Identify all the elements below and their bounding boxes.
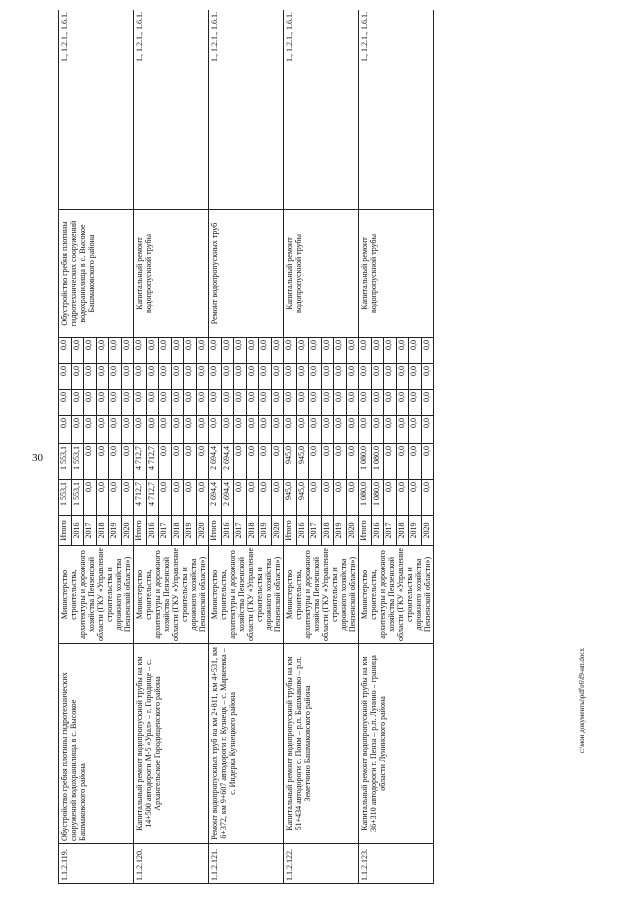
funding-value: 0,0 xyxy=(371,338,384,364)
funding-value: 0,0 xyxy=(171,444,184,480)
funding-value: 0,0 xyxy=(221,364,234,390)
funding-value: 945,0 xyxy=(296,444,309,480)
activity-name: Капитальный ремонт водопропускной трубы на км 51+434 автодороги с. Поим – р.п. Башмаково – р.п. Земетчино Башмаковского района xyxy=(284,644,359,844)
funding-value: 0,0 xyxy=(359,338,372,364)
funding-value: 0,0 xyxy=(121,444,134,480)
funding-value: 0,0 xyxy=(171,390,184,416)
funding-value: 0,0 xyxy=(421,444,434,480)
funding-value: 0,0 xyxy=(409,480,422,516)
target-indicators: 1., 1.2.1., 1.6.1. xyxy=(359,10,434,210)
year-cell: 2019 xyxy=(259,516,272,546)
funding-value: 0,0 xyxy=(309,480,322,516)
funding-value: 0,0 xyxy=(321,390,334,416)
target-indicators: 1., 1.2.1., 1.6.1. xyxy=(284,10,359,210)
funding-value: 0,0 xyxy=(159,364,172,390)
funding-value: 0,0 xyxy=(121,338,134,364)
funding-value: 0,0 xyxy=(396,444,409,480)
activity-name: Ремонт водопропускных труб на км 2+811, км 4+531, км 6+372, км 9+607 автодороги г. Кузнецк – с. Маркеевка – с. Индерка Кузнецкого района xyxy=(209,644,284,844)
funding-value: 0,0 xyxy=(246,444,259,480)
year-cell: 2018 xyxy=(321,516,334,546)
year-cell: 2017 xyxy=(234,516,247,546)
funding-value: 0,0 xyxy=(134,390,147,416)
funding-value: 0,0 xyxy=(384,364,397,390)
funding-value: 1 080,0 xyxy=(371,444,384,480)
activity-number: 1.1.2.122. xyxy=(284,844,359,884)
funding-value: 0,0 xyxy=(334,444,347,480)
funding-value: 0,0 xyxy=(246,390,259,416)
funding-value: 0,0 xyxy=(321,338,334,364)
program-row xyxy=(134,10,147,884)
funding-value: 0,0 xyxy=(96,364,109,390)
funding-value: 0,0 xyxy=(84,390,97,416)
funding-value: 0,0 xyxy=(346,364,359,390)
funding-value: 0,0 xyxy=(259,480,272,516)
year-cell: 2017 xyxy=(159,516,172,546)
funding-value: 0,0 xyxy=(259,338,272,364)
funding-value: 0,0 xyxy=(59,390,72,416)
funding-value: 0,0 xyxy=(171,338,184,364)
year-cell: 2017 xyxy=(309,516,322,546)
year-cell: Итого xyxy=(284,516,297,546)
page-number: 30 xyxy=(32,452,43,464)
funding-value: 2 694,4 xyxy=(209,444,222,480)
program-row xyxy=(209,10,222,884)
funding-value: 0,0 xyxy=(346,480,359,516)
funding-value: 0,0 xyxy=(371,390,384,416)
funding-value: 0,0 xyxy=(346,444,359,480)
funding-value: 0,0 xyxy=(309,338,322,364)
funding-value: 0,0 xyxy=(271,480,284,516)
funding-value: 0,0 xyxy=(309,416,322,444)
program-row xyxy=(359,10,372,884)
funding-value: 0,0 xyxy=(196,338,209,364)
funding-value: 0,0 xyxy=(171,480,184,516)
year-cell: 2020 xyxy=(346,516,359,546)
funding-value: 0,0 xyxy=(221,390,234,416)
funding-value: 1 553,1 xyxy=(71,480,84,516)
funding-value: 0,0 xyxy=(396,338,409,364)
funding-value: 0,0 xyxy=(84,444,97,480)
funding-value: 0,0 xyxy=(96,444,109,480)
funding-value: 0,0 xyxy=(196,480,209,516)
year-cell: 2019 xyxy=(409,516,422,546)
expected-result: Капитальный ремонт водопропускной трубы xyxy=(134,210,209,338)
year-cell: 2016 xyxy=(221,516,234,546)
funding-value: 0,0 xyxy=(134,338,147,364)
responsible-executor: Министерство строительства, архитектуры и дорожного хозяйства Пензенской области (ГКУ «Управление строительства и дорожного хозяйства Пензенской области») xyxy=(284,546,359,644)
funding-value: 4 712,7 xyxy=(146,480,159,516)
year-cell: 2017 xyxy=(84,516,97,546)
funding-value: 0,0 xyxy=(259,364,272,390)
activity-name: Капитальный ремонт водопропускной трубы на км 36+310 автодороги г. Пенза – р.п. Лунино – граница области Лунинского района xyxy=(359,644,434,844)
footer-file-path: c:\мои документы\pdf\r6\f9-нп.docx xyxy=(578,648,586,754)
funding-value: 0,0 xyxy=(184,444,197,480)
activity-name: Капитальный ремонт водопропускной трубы на км 14+500 автодороги М-5 «Урал» – г. Городище – с. Архангельское Городищенского района xyxy=(134,644,209,844)
funding-value: 1 553,1 xyxy=(59,444,72,480)
funding-value: 0,0 xyxy=(109,338,122,364)
funding-value: 0,0 xyxy=(159,444,172,480)
funding-value: 0,0 xyxy=(259,390,272,416)
funding-value: 0,0 xyxy=(109,444,122,480)
funding-value: 0,0 xyxy=(234,444,247,480)
funding-value: 0,0 xyxy=(296,338,309,364)
funding-value: 0,0 xyxy=(84,480,97,516)
funding-value: 0,0 xyxy=(234,416,247,444)
expected-result: Обустройство гребня плотины гидротехнических сооружений водохранилища в с. Высокое Башмаковского района xyxy=(59,210,134,338)
funding-value: 0,0 xyxy=(359,390,372,416)
year-cell: 2016 xyxy=(371,516,384,546)
funding-value: 0,0 xyxy=(321,364,334,390)
funding-value: 0,0 xyxy=(271,416,284,444)
funding-value: 0,0 xyxy=(359,416,372,444)
funding-value: 0,0 xyxy=(184,338,197,364)
funding-value: 0,0 xyxy=(209,364,222,390)
funding-value: 0,0 xyxy=(109,416,122,444)
activity-number: 1.1.2.120. xyxy=(134,844,209,884)
funding-value: 0,0 xyxy=(71,416,84,444)
funding-value: 0,0 xyxy=(296,416,309,444)
funding-value: 0,0 xyxy=(121,390,134,416)
funding-value: 0,0 xyxy=(209,390,222,416)
year-cell: 2017 xyxy=(384,516,397,546)
funding-value: 0,0 xyxy=(321,444,334,480)
funding-value: 0,0 xyxy=(221,338,234,364)
funding-value: 0,0 xyxy=(334,338,347,364)
year-cell: 2016 xyxy=(296,516,309,546)
funding-value: 0,0 xyxy=(71,364,84,390)
responsible-executor: Министерство строительства, архитектуры и дорожного хозяйства Пензенской области (ГКУ «Управление строительства и дорожного хозяйства Пензенской области») xyxy=(209,546,284,644)
year-cell: Итого xyxy=(359,516,372,546)
funding-value: 4 712,7 xyxy=(146,444,159,480)
funding-value: 0,0 xyxy=(234,480,247,516)
funding-value: 1 553,1 xyxy=(71,444,84,480)
funding-value: 0,0 xyxy=(384,338,397,364)
funding-value: 0,0 xyxy=(309,390,322,416)
target-indicators: 1., 1.2.1., 1.6.1. xyxy=(59,10,134,210)
funding-value: 0,0 xyxy=(234,390,247,416)
funding-value: 0,0 xyxy=(71,390,84,416)
funding-value: 0,0 xyxy=(159,480,172,516)
funding-value: 0,0 xyxy=(421,338,434,364)
year-cell: 2018 xyxy=(396,516,409,546)
year-cell: 2018 xyxy=(96,516,109,546)
funding-value: 0,0 xyxy=(146,338,159,364)
funding-value: 0,0 xyxy=(271,444,284,480)
funding-value: 0,0 xyxy=(209,338,222,364)
year-cell: 2020 xyxy=(421,516,434,546)
funding-value: 0,0 xyxy=(296,364,309,390)
year-cell: 2020 xyxy=(271,516,284,546)
funding-value: 1 553,1 xyxy=(59,480,72,516)
funding-value: 0,0 xyxy=(271,390,284,416)
funding-value: 0,0 xyxy=(421,416,434,444)
funding-value: 0,0 xyxy=(84,338,97,364)
year-cell: 2016 xyxy=(71,516,84,546)
target-indicators: 1., 1.2.1., 1.6.1. xyxy=(209,10,284,210)
funding-value: 4 712,7 xyxy=(134,444,147,480)
funding-value: 0,0 xyxy=(321,416,334,444)
funding-value: 0,0 xyxy=(121,480,134,516)
funding-value: 0,0 xyxy=(359,364,372,390)
funding-value: 1 080,0 xyxy=(359,444,372,480)
funding-value: 0,0 xyxy=(396,416,409,444)
funding-value: 0,0 xyxy=(221,416,234,444)
funding-value: 0,0 xyxy=(196,416,209,444)
funding-value: 0,0 xyxy=(334,480,347,516)
year-cell: 2016 xyxy=(146,516,159,546)
funding-value: 0,0 xyxy=(284,364,297,390)
funding-value: 0,0 xyxy=(371,416,384,444)
funding-value: 1 080,0 xyxy=(371,480,384,516)
program-table-container xyxy=(58,10,582,884)
target-indicators: 1., 1.2.1., 1.6.1. xyxy=(134,10,209,210)
funding-value: 0,0 xyxy=(421,364,434,390)
funding-value: 0,0 xyxy=(409,390,422,416)
funding-value: 0,0 xyxy=(396,480,409,516)
funding-value: 0,0 xyxy=(259,416,272,444)
funding-value: 0,0 xyxy=(134,416,147,444)
funding-value: 0,0 xyxy=(409,364,422,390)
expected-result: Ремонт водопропускных труб xyxy=(209,210,284,338)
activity-number: 1.1.2.123. xyxy=(359,844,434,884)
year-cell: Итого xyxy=(134,516,147,546)
funding-value: 0,0 xyxy=(134,364,147,390)
funding-value: 0,0 xyxy=(146,416,159,444)
funding-value: 0,0 xyxy=(371,364,384,390)
funding-value: 0,0 xyxy=(171,416,184,444)
funding-value: 0,0 xyxy=(246,364,259,390)
funding-value: 0,0 xyxy=(159,390,172,416)
year-cell: Итого xyxy=(209,516,222,546)
program-row xyxy=(59,10,72,884)
funding-value: 0,0 xyxy=(284,338,297,364)
funding-value: 0,0 xyxy=(384,444,397,480)
funding-value: 0,0 xyxy=(196,364,209,390)
funding-value: 945,0 xyxy=(284,444,297,480)
funding-value: 0,0 xyxy=(309,364,322,390)
funding-value: 0,0 xyxy=(159,416,172,444)
year-cell: 2018 xyxy=(171,516,184,546)
funding-value: 0,0 xyxy=(109,480,122,516)
funding-value: 0,0 xyxy=(384,390,397,416)
funding-value: 0,0 xyxy=(421,390,434,416)
funding-value: 0,0 xyxy=(234,364,247,390)
year-cell: 2020 xyxy=(121,516,134,546)
funding-value: 0,0 xyxy=(396,390,409,416)
funding-value: 0,0 xyxy=(409,338,422,364)
funding-value: 0,0 xyxy=(184,364,197,390)
activity-name: Обустройство гребня плотины гидротехнических сооружений водохранилища в с. Высокое Башмаковского района xyxy=(59,644,134,844)
funding-value: 945,0 xyxy=(296,480,309,516)
funding-value: 0,0 xyxy=(334,390,347,416)
activity-number: 1.1.2.119. xyxy=(59,844,134,884)
funding-value: 0,0 xyxy=(171,364,184,390)
funding-value: 0,0 xyxy=(384,480,397,516)
year-cell: 2020 xyxy=(196,516,209,546)
funding-value: 0,0 xyxy=(246,480,259,516)
funding-value: 0,0 xyxy=(334,416,347,444)
funding-value: 945,0 xyxy=(284,480,297,516)
funding-value: 0,0 xyxy=(84,364,97,390)
funding-value: 2 694,4 xyxy=(209,480,222,516)
funding-value: 0,0 xyxy=(321,480,334,516)
funding-value: 0,0 xyxy=(196,444,209,480)
funding-value: 0,0 xyxy=(146,390,159,416)
funding-value: 0,0 xyxy=(121,416,134,444)
funding-value: 0,0 xyxy=(296,390,309,416)
funding-value: 1 080,0 xyxy=(359,480,372,516)
funding-value: 0,0 xyxy=(84,416,97,444)
year-cell: 2018 xyxy=(246,516,259,546)
funding-value: 0,0 xyxy=(271,364,284,390)
funding-value: 0,0 xyxy=(71,338,84,364)
funding-value: 0,0 xyxy=(159,338,172,364)
program-row xyxy=(284,10,297,884)
funding-value: 4 712,7 xyxy=(134,480,147,516)
funding-value: 0,0 xyxy=(184,390,197,416)
funding-value: 2 694,4 xyxy=(221,444,234,480)
funding-value: 0,0 xyxy=(121,364,134,390)
funding-value: 0,0 xyxy=(396,364,409,390)
activity-number: 1.1.2.121. xyxy=(209,844,284,884)
funding-value: 0,0 xyxy=(184,480,197,516)
rotated-page-area xyxy=(58,10,582,884)
year-cell: Итого xyxy=(59,516,72,546)
funding-value: 2 694,4 xyxy=(221,480,234,516)
funding-value: 0,0 xyxy=(209,416,222,444)
funding-value: 0,0 xyxy=(234,338,247,364)
funding-value: 0,0 xyxy=(96,416,109,444)
responsible-executor: Министерство строительства, архитектуры и дорожного хозяйства Пензенской области (ГКУ «Управление строительства и дорожного хозяйства Пензенской области») xyxy=(134,546,209,644)
funding-value: 0,0 xyxy=(334,364,347,390)
funding-value: 0,0 xyxy=(421,480,434,516)
funding-value: 0,0 xyxy=(59,416,72,444)
funding-value: 0,0 xyxy=(96,480,109,516)
expected-result: Капитальный ремонт водопропускной трубы xyxy=(359,210,434,338)
funding-value: 0,0 xyxy=(109,390,122,416)
funding-value: 0,0 xyxy=(346,390,359,416)
funding-value: 0,0 xyxy=(259,444,272,480)
funding-value: 0,0 xyxy=(184,416,197,444)
funding-value: 0,0 xyxy=(271,338,284,364)
funding-value: 0,0 xyxy=(309,444,322,480)
responsible-executor: Министерство строительства, архитектуры и дорожного хозяйства Пензенской области (ГКУ «Управление строительства и дорожного хозяйства Пензенской области») xyxy=(359,546,434,644)
year-cell: 2019 xyxy=(334,516,347,546)
funding-value: 0,0 xyxy=(59,364,72,390)
program-activities-table xyxy=(58,10,434,884)
expected-result: Капитальный ремонт водопропускной трубы xyxy=(284,210,359,338)
funding-value: 0,0 xyxy=(196,390,209,416)
funding-value: 0,0 xyxy=(146,364,159,390)
funding-value: 0,0 xyxy=(109,364,122,390)
funding-value: 0,0 xyxy=(246,416,259,444)
year-cell: 2019 xyxy=(109,516,122,546)
year-cell: 2019 xyxy=(184,516,197,546)
funding-value: 0,0 xyxy=(346,416,359,444)
funding-value: 0,0 xyxy=(59,338,72,364)
funding-value: 0,0 xyxy=(384,416,397,444)
funding-value: 0,0 xyxy=(284,416,297,444)
responsible-executor: Министерство строительства, архитектуры и дорожного хозяйства Пензенской области (ГКУ «Управление строительства и дорожного хозяйства Пензенской области») xyxy=(59,546,134,644)
funding-value: 0,0 xyxy=(96,338,109,364)
funding-value: 0,0 xyxy=(346,338,359,364)
funding-value: 0,0 xyxy=(409,444,422,480)
funding-value: 0,0 xyxy=(284,390,297,416)
funding-value: 0,0 xyxy=(96,390,109,416)
funding-value: 0,0 xyxy=(246,338,259,364)
funding-value: 0,0 xyxy=(409,416,422,444)
